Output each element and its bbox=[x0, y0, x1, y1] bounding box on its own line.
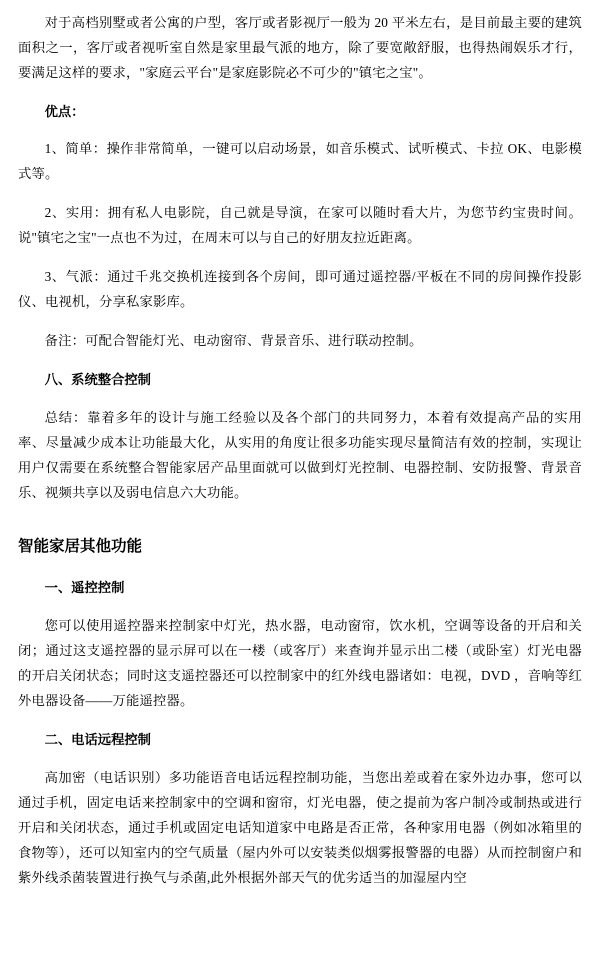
remote-control-body: 您可以使用遥控器来控制家中灯光，热水器，电动窗帘，饮水机，空调等设备的开启和关闭；通过这支遥控器的显示屏可以在一楼（或客厅）来查询并显示出二楼（或卧室）灯光电器的开启关闭状态；同时这支遥控器还可以控制家中的红外线电器诸如：电视，DVD ，音响等红外电器设备——万能遥控器。 bbox=[18, 618, 582, 708]
remote-control-heading: 一、遥控控制 bbox=[44, 580, 125, 595]
remark-paragraph: 备注：可配合智能灯光、电动窗帘、背景音乐、进行联动控制。 bbox=[44, 333, 423, 348]
advantage-item-3: 3、气派：通过千兆交换机连接到各个房间，即可通过遥控器/平板在不同的房间操作投影仪、电视机，分享私家影库。 bbox=[18, 269, 582, 309]
section-spacer bbox=[18, 519, 582, 533]
advantage-item-2: 2、实用：拥有私人电影院，自己就是导演，在家可以随时看大片，为您节约宝贵时间。说"镇宅之宝"一点也不为过，在周末可以与自己的好朋友拉近距离。 bbox=[18, 205, 582, 245]
phone-remote-body: 高加密（电话识别）多功能语音电话远程控制功能，当您出差或着在家外边办事，您可以通过手机，固定电话来控制家中的空调和窗帘，灯光电器，使之提前为客户制冷或制热或进行开启和关闭状态，通过手机或固定电话知道家中电路是否正常，各种家用电器（例如冰箱里的食物等），还可以知室内的空气质量（屋内外可以安装类似烟雾报警器的电器）从而控制窗户和紫外线杀菌装置进行换气与杀菌,此外根据外部天气的优劣适当的加湿屋内空 bbox=[18, 770, 582, 885]
advantages-heading: 优点： bbox=[44, 104, 85, 119]
other-functions-heading: 智能家居其他功能 bbox=[18, 538, 143, 555]
section-eight-heading: 八、系统整合控制 bbox=[44, 372, 151, 387]
section-eight-summary: 总结：靠着多年的设计与施工经验以及各个部门的共同努力，本着有效提高产品的实用率、尽量减少成本让功能最大化，从实用的角度让很多功能实现尽量简洁有效的控制，实现让用户仅需要在系统整合智能家居产品里面就可以做到灯光控制、电器控制、安防报警、背景音乐、视频共享以及弱电信息六大功能。 bbox=[18, 410, 582, 500]
phone-remote-heading: 二、电话远程控制 bbox=[44, 732, 151, 747]
intro-paragraph: 对于高档别墅或者公寓的户型，客厅或者影视厅一般为 20 平米左右，是目前最主要的建筑面积之一，客厅或者视听室自然是家里最气派的地方，除了要宽敞舒服，也得热闹娱乐才行，要满足这样的要求，"家庭云平台"是家庭影院必不可少的"镇宅之宝"。 bbox=[18, 15, 582, 80]
advantage-item-1: 1、简单：操作非常简单，一键可以启动场景，如音乐模式、试听模式、卡拉 OK、电影模式等。 bbox=[18, 141, 582, 181]
